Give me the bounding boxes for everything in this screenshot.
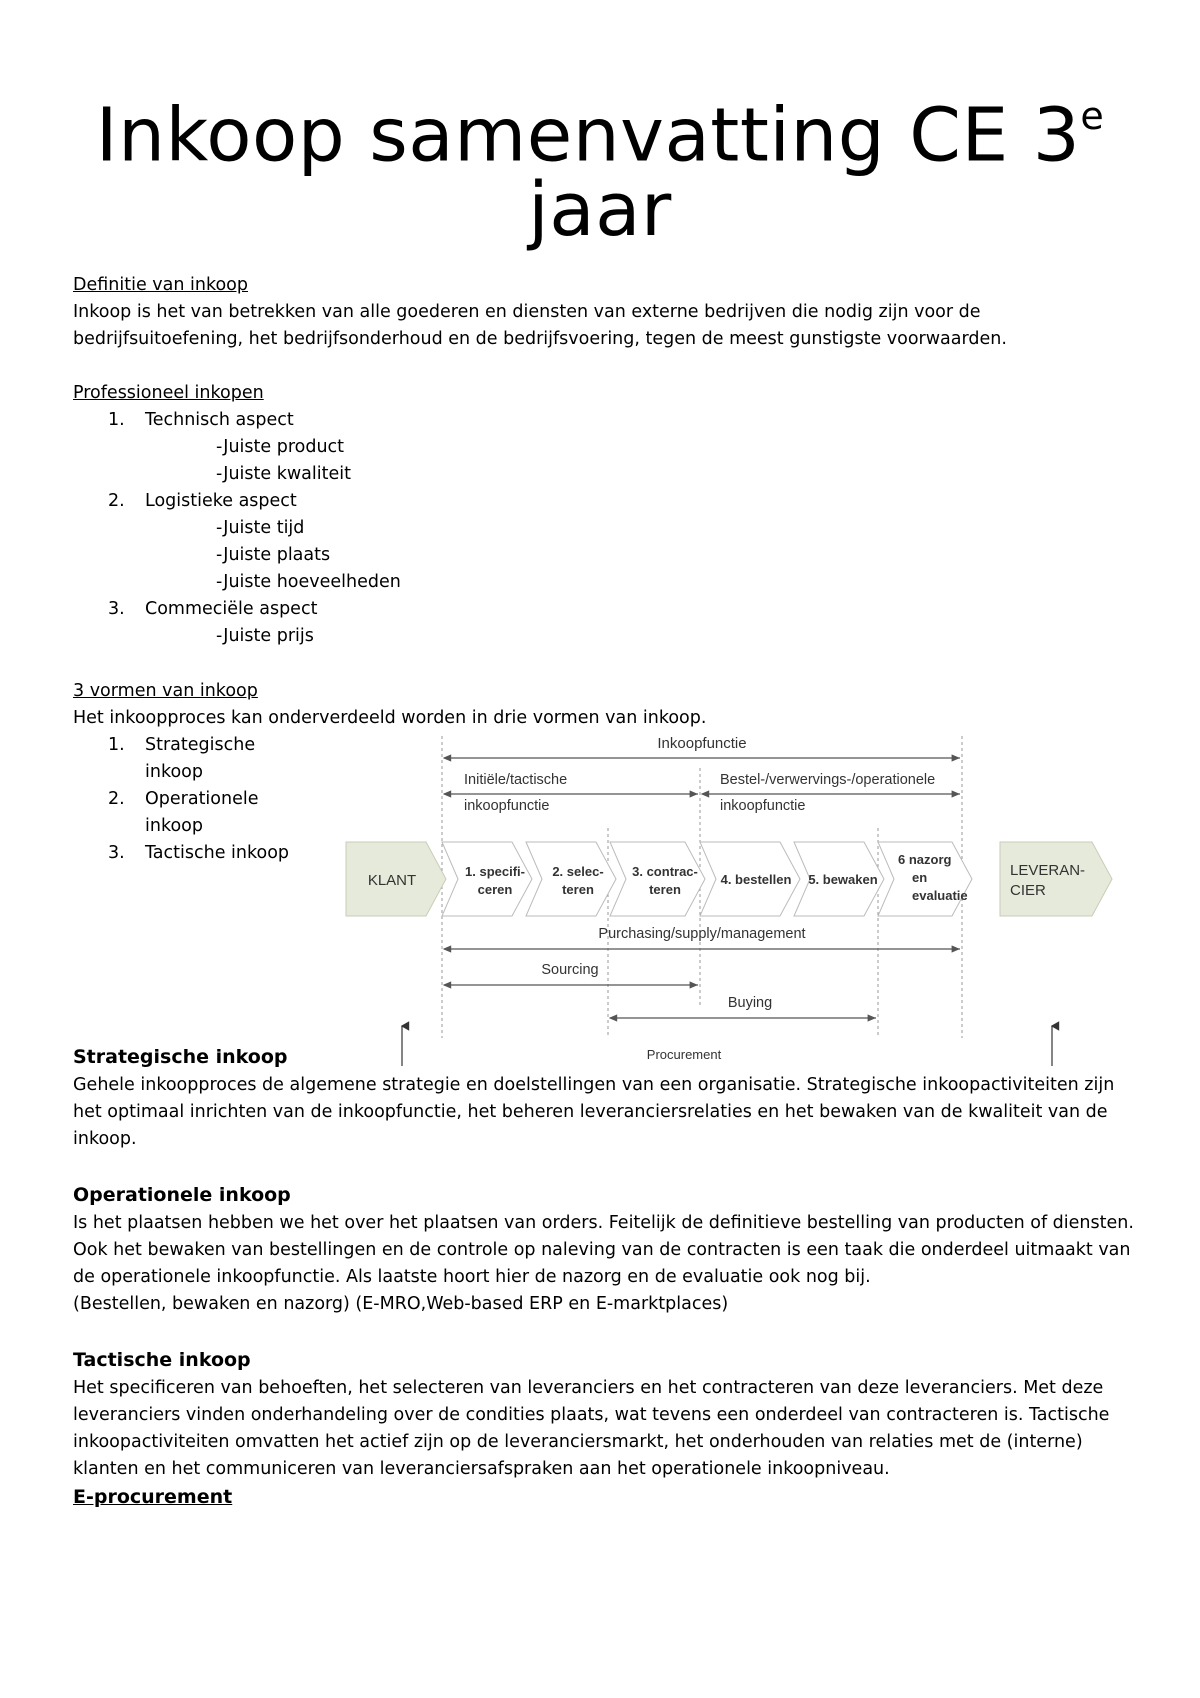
leverancier-label-1: LEVERAN- bbox=[1010, 862, 1086, 879]
tactisch-text-3: inkoopactiviteiten omvatten het actief zijn op de leveranciersmarkt, het onderhouden van relaties met de (interne) bbox=[73, 1432, 1083, 1452]
initiele-label-2: inkoopfunctie bbox=[464, 798, 550, 814]
bestel-label-1: Bestel-/verwervings-/operationele bbox=[720, 772, 936, 788]
step-4-label: 4. bestellen bbox=[720, 872, 792, 887]
list-item-cont: inkoop bbox=[145, 816, 203, 836]
definitie-text-2: bedrijfsuitoefening, het bedrijfsonderhoud en de bedrijfsvoering, tegen de meest gunstigste voorwaarden. bbox=[73, 329, 1007, 349]
step-1-label-2: ceren bbox=[477, 882, 513, 897]
step-6-label-3: evaluatie bbox=[912, 888, 968, 903]
page-title-line2: jaar bbox=[528, 167, 672, 253]
eprocurement-heading: E-procurement bbox=[73, 1486, 233, 1508]
list-item: Commeciële aspect bbox=[145, 599, 318, 619]
list-number: 3. bbox=[108, 843, 125, 863]
vormen-heading: 3 vormen van inkoop bbox=[73, 681, 258, 701]
step-5-label: 5. bewaken bbox=[808, 872, 878, 887]
step-3-label: 3. contrac- bbox=[632, 864, 698, 879]
step-3-label-2: teren bbox=[649, 882, 681, 897]
step-2-label: 2. selec- bbox=[552, 864, 604, 879]
vormen-intro: Het inkoopproces kan onderverdeeld worden in drie vormen van inkoop. bbox=[73, 708, 707, 728]
operationeel-text-3: de operationele inkoopfunctie. Als laatste hoort hier de nazorg en de evaluatie ook nog bij. bbox=[73, 1267, 871, 1287]
tactisch-text-4: klanten en het communiceren van leveranciersafspraken aan het operationele inkoopniveau. bbox=[73, 1459, 890, 1479]
strategisch-text-1: Gehele inkoopproces de algemene strategie en doelstellingen van een organisatie. Strategische inkoopactiviteiten zijn bbox=[73, 1075, 1115, 1095]
operationeel-text-1: Is het plaatsen hebben we het over het plaatsen van orders. Feitelijk de definitieve bestelling van producten of diensten. bbox=[73, 1213, 1134, 1233]
professioneel-heading: Professioneel inkopen bbox=[73, 383, 264, 403]
list-item: Strategische bbox=[145, 735, 256, 755]
list-number: 1. bbox=[108, 410, 125, 430]
leverancier-box bbox=[1000, 842, 1112, 916]
step-1-label: 1. specifi- bbox=[465, 864, 525, 879]
inkoop-process-diagram bbox=[340, 728, 1130, 1068]
step-6-label-2: en bbox=[912, 870, 928, 885]
sourcing-label: Sourcing bbox=[541, 962, 599, 978]
list-item-cont: inkoop bbox=[145, 762, 203, 782]
sub-item: -Juiste product bbox=[216, 437, 345, 457]
process-steps bbox=[442, 842, 972, 916]
klant-label: KLANT bbox=[367, 872, 417, 889]
purchasing-label: Purchasing/supply/management bbox=[598, 926, 806, 942]
bestel-label-2: inkoopfunctie bbox=[720, 798, 806, 814]
list-number: 3. bbox=[108, 599, 125, 619]
tactisch-heading: Tactische inkoop bbox=[73, 1349, 251, 1371]
strategisch-text-3: inkoop. bbox=[73, 1129, 137, 1149]
list-item: Tactische inkoop bbox=[145, 843, 290, 863]
operationeel-heading: Operationele inkoop bbox=[73, 1184, 291, 1206]
tactisch-text-2: leveranciers vinden onderhandeling over de condities plaats, wat tevens een onderdeel van contracteren is. Tactische bbox=[73, 1405, 1110, 1425]
list-number: 2. bbox=[108, 491, 125, 511]
operationeel-text-4: (Bestellen, bewaken en nazorg) (E-MRO,Web-based ERP en E-marktplaces) bbox=[73, 1294, 729, 1314]
sub-item: -Juiste plaats bbox=[216, 545, 331, 565]
buying-label: Buying bbox=[727, 995, 773, 1011]
strategisch-text-2: het optimaal inrichten van de inkoopfunctie, het beheren leveranciersrelaties en het bewaken van de kwaliteit van de bbox=[73, 1102, 1108, 1122]
inkoopfunctie-label: Inkoopfunctie bbox=[657, 735, 747, 752]
sub-item: -Juiste hoeveelheden bbox=[216, 572, 401, 592]
sub-item: -Juiste prijs bbox=[216, 626, 314, 646]
step-2-label-2: teren bbox=[562, 882, 594, 897]
definitie-heading: Definitie van inkoop bbox=[73, 275, 248, 295]
step-6-label: 6 nazorg bbox=[898, 852, 952, 867]
operationeel-text-2: Ook het bewaken van bestellingen en de controle op naleving van de contracten is een taak die onderdeel uitmaakt van bbox=[73, 1240, 1131, 1260]
list-number: 2. bbox=[108, 789, 125, 809]
list-item: Operationele bbox=[145, 789, 259, 809]
page-title: Inkoop samenvatting CE 3e bbox=[95, 92, 1105, 179]
list-item: Technisch aspect bbox=[145, 410, 294, 430]
sub-item: -Juiste tijd bbox=[216, 518, 305, 538]
leverancier-label-2: CIER bbox=[1010, 882, 1046, 899]
list-item: Logistieke aspect bbox=[145, 491, 297, 511]
list-number: 1. bbox=[108, 735, 125, 755]
procurement-label: Procurement bbox=[646, 1047, 722, 1062]
definitie-text-1: Inkoop is het van betrekken van alle goederen en diensten van externe bedrijven die nodig zijn voor de bbox=[73, 302, 981, 322]
sub-item: -Juiste kwaliteit bbox=[216, 464, 351, 484]
initiele-label-1: Initiële/tactische bbox=[464, 772, 568, 788]
strategisch-heading: Strategische inkoop bbox=[73, 1046, 288, 1068]
tactisch-text-1: Het specificeren van behoeften, het selecteren van leveranciers en het contracteren van deze leveranciers. Met deze bbox=[73, 1378, 1104, 1398]
